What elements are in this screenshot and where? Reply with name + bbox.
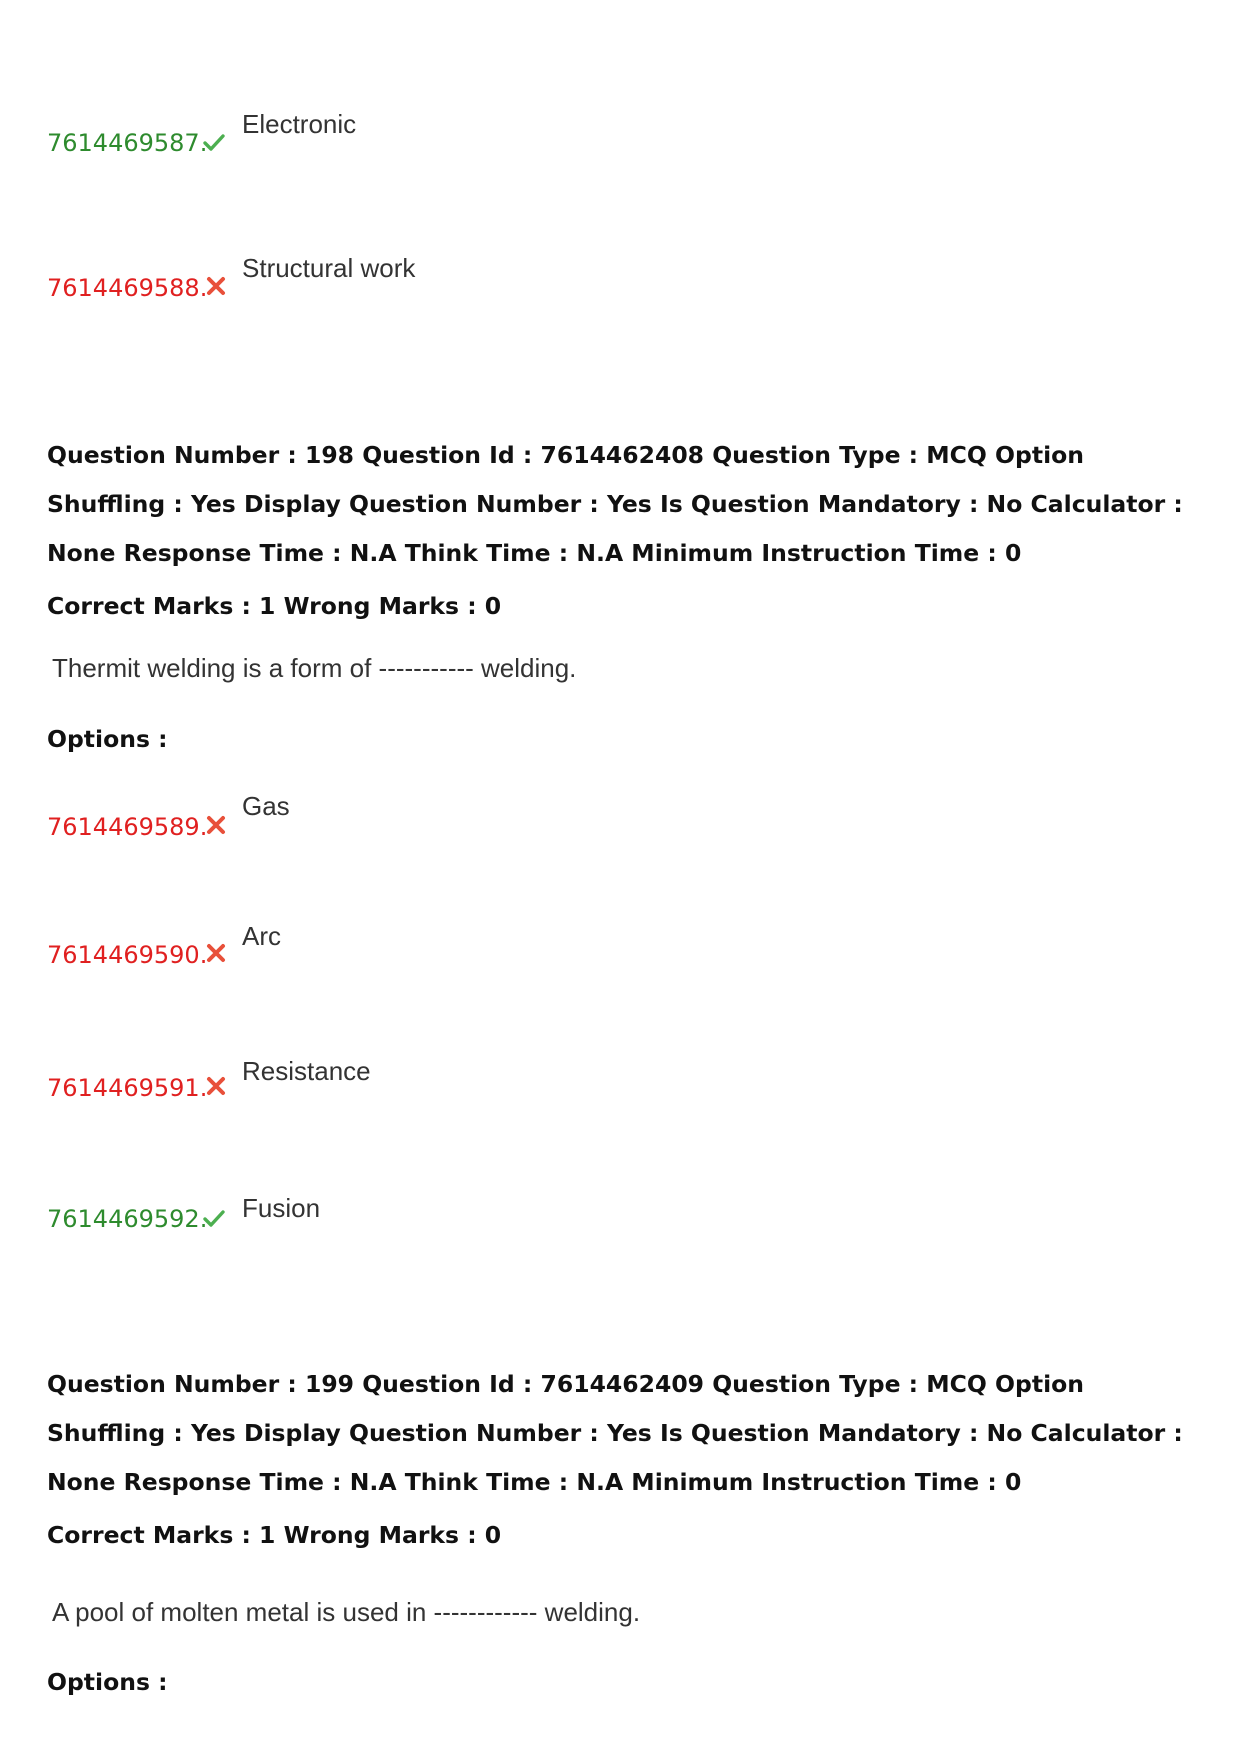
option-text: Fusion [242, 1193, 321, 1223]
cross-icon [204, 274, 228, 298]
option-id: 7614469588. [47, 274, 208, 302]
options-label: Options : [47, 725, 168, 753]
marks-info: Correct Marks : 1 Wrong Marks : 0 [47, 1521, 502, 1549]
option-id: 7614469589. [47, 813, 208, 841]
option-text: Resistance [242, 1056, 371, 1086]
cross-icon [204, 813, 228, 837]
cross-icon [204, 941, 228, 965]
option-id: 7614469590. [47, 941, 208, 969]
option-id: 7614469591. [47, 1074, 208, 1102]
option-text: Electronic [242, 109, 357, 139]
marks-info: Correct Marks : 1 Wrong Marks : 0 [47, 592, 502, 620]
option-id: 7614469587. [47, 129, 208, 157]
question-text: A pool of molten metal is used in ------------ welding. [52, 1597, 641, 1627]
options-label: Options : [47, 1668, 168, 1696]
cross-icon [204, 1074, 228, 1098]
question-text: Thermit welding is a form of ----------- welding. [52, 653, 577, 683]
question-meta: Question Number : 199 Question Id : 7614462409 Question Type : MCQ Option Shuffling : Yes Display Question Number : Yes Is Question Mandatory : No Calculator : None Response Time : N.A Think Time : N.A Minimum Instruction Time : 0 [47, 1370, 1183, 1496]
option-text: Arc [242, 921, 281, 951]
option-text: Structural work [242, 253, 416, 283]
option-id: 7614469592. [47, 1205, 208, 1233]
option-text: Gas [242, 791, 290, 821]
check-icon [202, 130, 226, 154]
check-icon [202, 1206, 226, 1230]
question-meta: Question Number : 198 Question Id : 7614462408 Question Type : MCQ Option Shuffling : Yes Display Question Number : Yes Is Question Mandatory : No Calculator : None Response Time : N.A Think Time : N.A Minimum Instruction Time : 0 [47, 441, 1183, 567]
